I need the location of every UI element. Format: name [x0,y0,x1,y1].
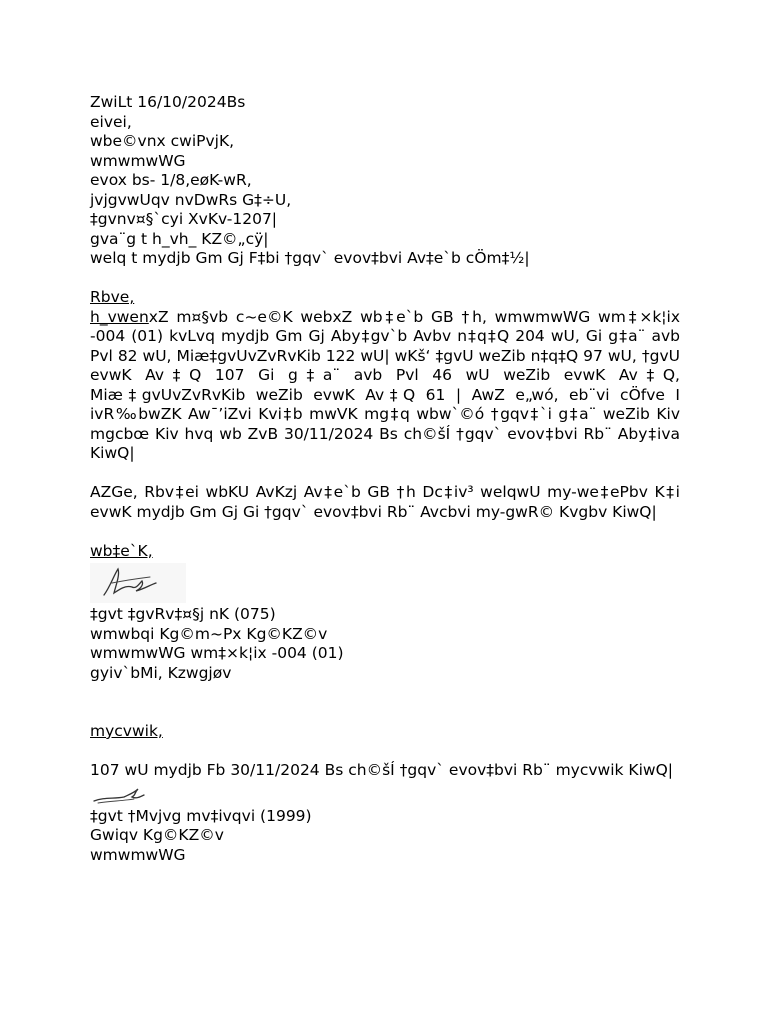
recommender-designation: Gwiqv Kg©KZ©v [90,826,224,844]
recipient-address-estate: jvjgvwUqv nvDwRs G‡÷U, [90,190,292,209]
recommender-name: ‡gvt †Mvjvg mv‡ivqvi (1999) [90,806,312,825]
applicant-designation: wmwbqi Kg©m~Px Kg©KZ©v [90,624,328,643]
body-paragraph-1 [90,308,680,464]
recommendation-text: 107 wU mydjb Fb 30/11/2024 Bs ch©šÍ †gqv` evov‡bvi Rb¨ mycvwik KiwQ| [90,761,673,779]
recommender-signature-image [90,781,150,807]
recipient-designation: wbe©vnx cwiPvjK, [90,132,235,150]
recipient-address-house: evox bs- 1/8,eøK-wR, [90,171,252,189]
recommender-organization: wmwmwWG [90,845,186,864]
channel-line: gva¨g t h_vh_ KZ©„cÿ| [90,229,269,248]
recipient-address-city: ‡gvnv¤§`cyi XvKv-1207| [90,210,278,228]
subject-line: welq t mydjb Gm Gj F‡bi †gqv` evov‡bvi Av‡e`b cÖm‡½| [90,249,530,267]
letter-page [90,93,680,865]
memo-date-line: ZwiLt 16/10/2024Bs [90,93,246,111]
body-paragraph-1-underlined-start: h_vwen [90,307,149,326]
closing-label: wb‡e`K, [90,541,153,560]
recommendation-label: mycvwik, [90,722,163,740]
body-paragraph-1-text: xZ m¤§vb c~e©K webxZ wb‡e`b GB †h, wmwmwWG wm‡×k¦ix -004 (01) kvLvq mydjb Gm Gj Aby‡gv`b Avbv n‡q‡Q 204 wU, Gi g‡a¨ avb Pvl 82 wU, Miæ‡gvUvZvRvKib 122 wU| wKš‘ ‡gvU weZib n‡q‡Q 97 wU, †gvU evwK Av‡Q 107 Gi g‡a¨ avb Pvl 46 wU weZib evwK Av‡Q, Miæ‡gvUvZvRvKib weZib evwK Av‡Q 61 | AwZ e„wó, eb¨vi cÖfve I ivR‰bwZK Aw¯’iZvi Kvi‡b mwVK mg‡q wbw`©ó †gqv‡`i g‡a¨ weZib Kiv mgcbœ Kiv hvq wb ZvB 30/11/2024 Bs ch©šÍ †gqv` evov‡bvi Rb¨ Aby‡iva KiwQ| [90,307,680,462]
applicant-location: gyiv`bMi, Kzwgjøv [90,663,232,682]
to-line: eivei, [90,112,132,131]
applicant-name: ‡gvt ‡gvRv‡¤§j nK (075) [90,605,276,623]
body-paragraph-2: AZGe, Rbv‡ei wbKU AvKzj Av‡e`b GB †h Dc‡iv³ welqwU my-we‡ePbv K‡i evwK mydjb Gm Gj Gi †gqv` evov‡bvi Rb¨ Avcbvi my-gwR© Kvgbv KiwQ| [90,483,680,521]
recipient-organization: wmwmwWG [90,151,186,170]
applicant-signature-image [90,561,190,605]
applicant-branch: wmwmwWG wm‡×k¦ix -004 (01) [90,644,344,662]
salutation: Rbve, [90,288,135,306]
